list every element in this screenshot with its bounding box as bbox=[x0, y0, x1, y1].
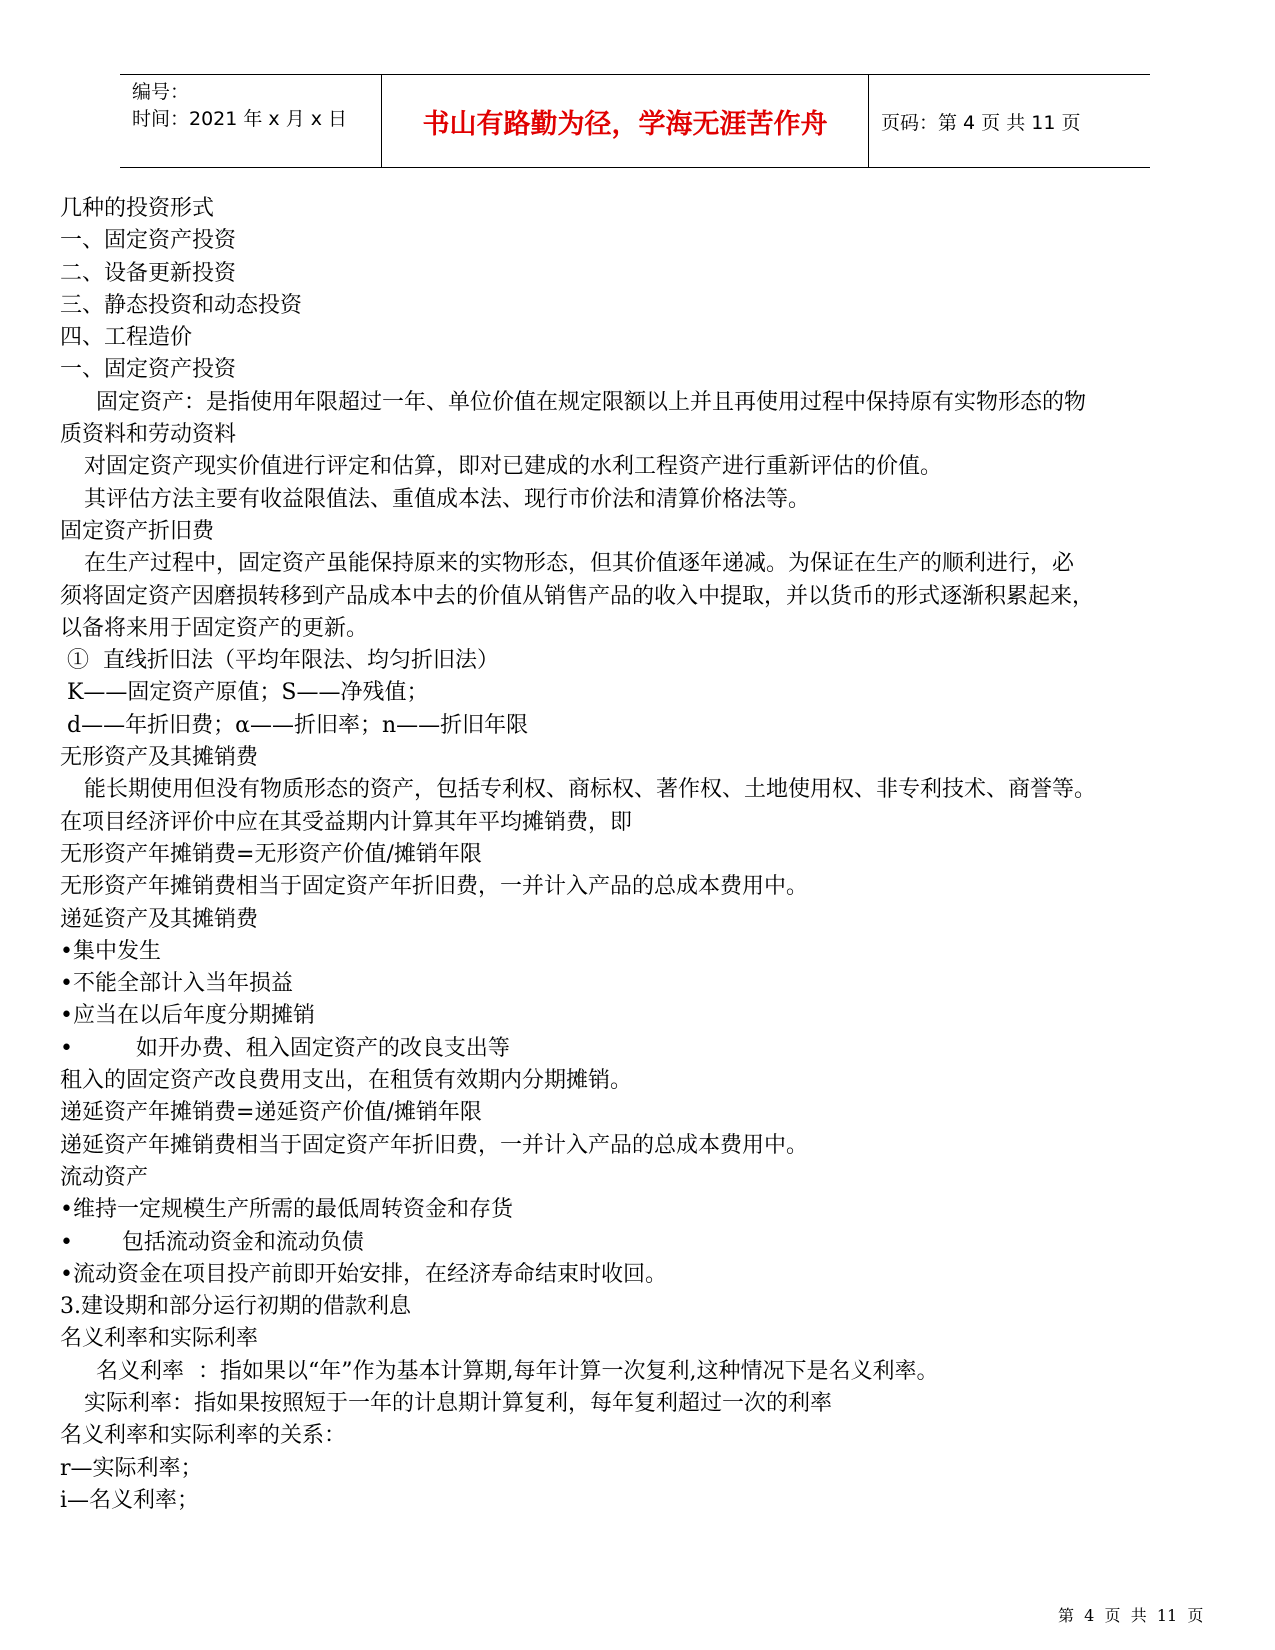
section-heading: 一、固定资产投资 bbox=[60, 357, 237, 383]
list-item: 二、设备更新投资 bbox=[60, 260, 237, 286]
formula-definition: K——固定资产原值；S——净残值； bbox=[60, 680, 429, 706]
page-header bbox=[120, 74, 1150, 168]
section-heading: 3.建设期和部分运行初期的借款利息 bbox=[60, 1294, 411, 1320]
paragraph-line: 名义利率和实际利率的关系： bbox=[60, 1423, 347, 1449]
section-heading: 流动资产 bbox=[60, 1164, 149, 1190]
bullet-item: •应当在以后年度分期摊销 bbox=[60, 1003, 315, 1029]
bullet-item: •流动资金在项目投产前即开始安排，在经济寿命结束时收回。 bbox=[60, 1261, 667, 1287]
paragraph-line: 须将固定资产因磨损转移到产品成本中去的价值从销售产品的收入中提取，并以货币的形式逐渐积累起来， bbox=[60, 583, 1095, 609]
paragraph-line: 无形资产年摊销费相当于固定资产年折旧费，一并计入产品的总成本费用中。 bbox=[60, 874, 809, 900]
section-title: 几种的投资形式 bbox=[60, 196, 215, 221]
formula-definition: i—名义利率； bbox=[60, 1487, 200, 1513]
formula-definition: r—实际利率； bbox=[60, 1455, 203, 1481]
paragraph-line: 实际利率：指如果按照短于一年的计息期计算复利，每年复利超过一次的利率 bbox=[84, 1390, 833, 1416]
document-number-label: 编号： bbox=[132, 81, 190, 103]
paragraph-line: 其评估方法主要有收益限值法、重值成本法、现行市价法和清算价格法等。 bbox=[84, 486, 811, 512]
paragraph-line: 租入的固定资产改良费用支出，在租赁有效期内分期摊销。 bbox=[60, 1068, 633, 1094]
formula-line: 无形资产年摊销费=无形资产价值/摊销年限 bbox=[60, 841, 482, 867]
paragraph-line: 固定资产：是指使用年限超过一年、单位价值在规定限额以上并且再使用过程中保持原有实物形态的物 bbox=[96, 389, 1087, 415]
document-time-label: 时间：2021 年 x 月 x 日 bbox=[132, 108, 348, 130]
bullet-item: • 包括流动资金和流动负债 bbox=[60, 1229, 364, 1255]
header-page-label: 页码：第 4 页 共 11 页 bbox=[881, 111, 1081, 134]
paragraph-line: 名义利率 ：指如果以“年”作为基本计算期,每年计算一次复利,这种情况下是名义利率。 bbox=[96, 1358, 939, 1384]
paragraph-line: 能长期使用但没有物质形态的资产，包括专利权、商标权、著作权、土地使用权、非专利技术、商誉等。 bbox=[84, 777, 1097, 803]
document-body bbox=[60, 193, 1220, 1517]
list-item: 一、固定资产投资 bbox=[60, 228, 237, 254]
header-motto: 书山有路勤为径，学海无涯苦作舟 bbox=[382, 75, 869, 167]
formula-line: 递延资产年摊销费=递延资产价值/摊销年限 bbox=[60, 1100, 482, 1126]
section-heading: 名义利率和实际利率 bbox=[60, 1326, 259, 1352]
page-footer: 第 4 页 共 11 页 bbox=[1058, 1606, 1204, 1625]
bullet-item: • 如开办费、租入固定资产的改良支出等 bbox=[60, 1035, 510, 1061]
section-heading: 递延资产及其摊销费 bbox=[60, 906, 259, 932]
bullet-item: •不能全部计入当年损益 bbox=[60, 971, 293, 997]
header-meta bbox=[120, 75, 382, 167]
list-item: 四、工程造价 bbox=[60, 325, 193, 351]
method-line: ① 直线折旧法（平均年限法、均匀折旧法） bbox=[60, 648, 499, 674]
paragraph-line: 以备将来用于固定资产的更新。 bbox=[60, 615, 369, 641]
paragraph-line: 在生产过程中，固定资产虽能保持原来的实物形态，但其价值逐年递减。为保证在生产的顺利进行，必 bbox=[84, 551, 1075, 577]
section-heading: 无形资产及其摊销费 bbox=[60, 745, 259, 771]
paragraph-line: 递延资产年摊销费相当于固定资产年折旧费，一并计入产品的总成本费用中。 bbox=[60, 1132, 809, 1158]
paragraph-line: 在项目经济评价中应在其受益期内计算其年平均摊销费，即 bbox=[60, 809, 633, 835]
bullet-item: •维持一定规模生产所需的最低周转资金和存货 bbox=[60, 1197, 513, 1223]
paragraph-line: 对固定资产现实价值进行评定和估算，即对已建成的水利工程资产进行重新评估的价值。 bbox=[84, 454, 943, 480]
bullet-item: •集中发生 bbox=[60, 938, 161, 964]
list-item: 三、静态投资和动态投资 bbox=[60, 292, 303, 318]
formula-definition: d——年折旧费；α——折旧率；n——折旧年限 bbox=[60, 712, 529, 738]
paragraph-line: 质资料和劳动资料 bbox=[60, 422, 237, 448]
section-heading: 固定资产折旧费 bbox=[60, 518, 215, 544]
